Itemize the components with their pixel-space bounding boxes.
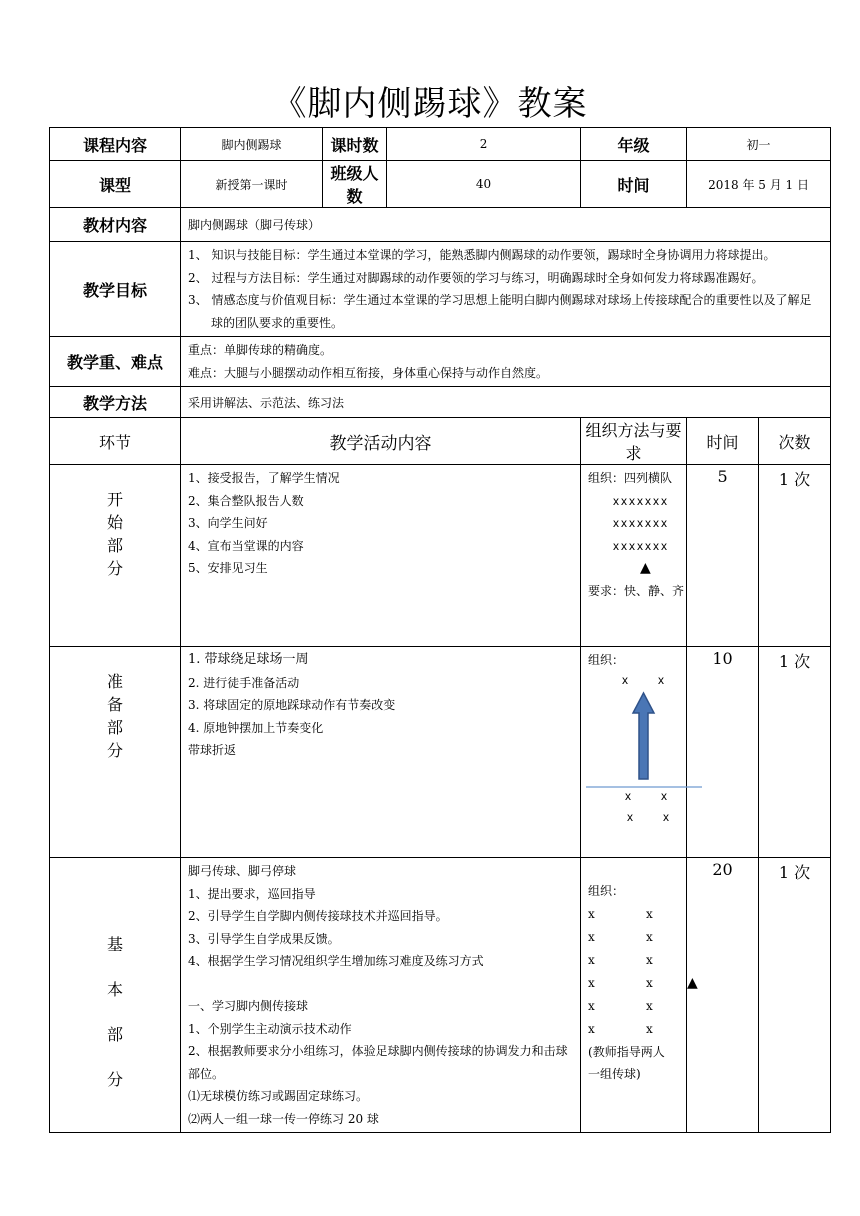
goal-item: 2、 过程与方法目标：学生通过对脚踢球的动作要领的学习与练习，明确踢球时全身如何发力将球踢准踢好。	[188, 270, 764, 285]
formation-row: xxxxxxx	[613, 516, 670, 530]
stage-char: 准	[106, 672, 123, 691]
player-x: x	[658, 673, 665, 687]
warmup-time: 10	[687, 647, 759, 858]
stage-char: 分	[106, 741, 123, 760]
content-line: 4、根据学生学习情况组织学生增加练习难度及练习方式	[188, 954, 484, 968]
method-value: 采用讲解法、示范法、练习法	[181, 387, 831, 418]
org-label: 组织：	[588, 653, 625, 667]
content-line: 2. 进行徒手准备活动	[188, 675, 300, 690]
direction-arrow-icon	[633, 693, 654, 779]
player-x: x	[625, 789, 632, 803]
stage-char: 部	[106, 536, 123, 555]
class-size-value: 40	[387, 161, 581, 208]
class-size-label: 班级人数	[323, 161, 387, 208]
method-row	[50, 387, 831, 418]
info-row-1	[50, 128, 831, 161]
warmup-diagram	[586, 669, 706, 829]
content-line: 2、集合整队报告人数	[188, 493, 304, 508]
content-line: 1. 带球绕足球场一周	[188, 652, 309, 667]
activity-header-row	[50, 418, 831, 465]
content-line: 4. 原地钟摆加上节奏变化	[188, 720, 324, 735]
content-line: 4、宣布当堂课的内容	[188, 538, 304, 553]
key-points-row	[50, 337, 831, 387]
player-x: x	[646, 998, 653, 1013]
content-line: ⑵两人一组一球一传一停练习 20 球	[188, 1111, 379, 1126]
org-requirement: 要求：快、静、齐	[588, 583, 685, 598]
goal-item: 1、 知识与技能目标：学生通过本堂课的学习，能熟悉脚内侧踢球的动作要领，踢球时全身协调用力将球提出。	[188, 248, 776, 262]
material-label: 教材内容	[50, 208, 181, 242]
player-x: x	[663, 810, 670, 824]
method-label: 教学方法	[50, 387, 181, 418]
section-start-row	[50, 465, 831, 647]
hours-value: 2	[387, 128, 581, 161]
stage-char: 开	[106, 490, 123, 509]
main-org	[581, 858, 698, 1133]
type-value: 新授第一课时	[181, 161, 323, 208]
time-header: 时间	[687, 418, 759, 465]
player-x: x	[622, 673, 629, 687]
player-x: x	[661, 789, 668, 803]
stage-char: 分	[106, 559, 123, 578]
stage-char: 基	[106, 935, 123, 954]
course-value: 脚内侧踢球	[181, 128, 323, 161]
stage-char: 本	[106, 980, 123, 999]
formation-row: xxxxxxx	[613, 538, 670, 553]
start-times: 1 次	[759, 465, 831, 647]
grade-value: 初一	[687, 128, 831, 161]
org-header: 组织方法与要求	[581, 418, 687, 465]
type-label: 课型	[50, 161, 181, 208]
main-times: 1 次	[759, 858, 831, 1133]
player-x: x	[588, 906, 595, 921]
content-line: 3、向学生问好	[188, 516, 268, 530]
key-points-label: 教学重、难点	[50, 337, 181, 387]
content-line: 2、根据教师要求分小组练习，体验足球脚内侧传接球的协调发力和击球部位。	[188, 1044, 568, 1081]
content-line: 3、引导学生自学成果反馈。	[188, 931, 340, 946]
goals-label: 教学目标	[50, 242, 181, 337]
player-x: x	[646, 952, 653, 967]
player-x: x	[588, 1021, 595, 1036]
player-x: x	[646, 929, 653, 944]
org-note: (教师指导两人一组传球)	[588, 1044, 665, 1081]
main-time: 20	[687, 858, 759, 1133]
info-row-2	[50, 161, 831, 208]
section-main-row	[50, 858, 831, 1133]
start-time: 5	[687, 465, 759, 647]
key-points-list	[181, 337, 831, 387]
stage-warmup	[50, 647, 181, 858]
stage-header: 环节	[50, 418, 181, 465]
times-header: 次数	[759, 418, 831, 465]
content-line: 1、个别学生主动演示技术动作	[188, 1021, 352, 1036]
content-line: 脚弓传球、脚弓停球	[188, 864, 297, 878]
teacher-marker: ▲	[640, 560, 651, 576]
stage-char: 部	[106, 1025, 123, 1044]
start-content	[181, 465, 581, 647]
content-line: 带球折返	[188, 743, 237, 757]
stage-char: 始	[106, 513, 123, 532]
warmup-times: 1 次	[759, 647, 831, 858]
stage-char: 备	[106, 695, 123, 714]
player-x: x	[646, 906, 653, 921]
player-x: x	[627, 810, 634, 824]
content-line: 5、安排见习生	[188, 561, 268, 575]
content-line: 3. 将球固定的原地踩球动作有节奏改变	[188, 698, 396, 712]
teacher-marker: ▲	[687, 974, 698, 991]
player-x: x	[588, 952, 595, 967]
material-value: 脚内侧踢球（脚弓传球）	[181, 208, 831, 242]
material-row	[50, 208, 831, 242]
player-x: x	[588, 929, 595, 944]
goal-item: 3、 情感态度与价值观目标：学生通过本堂课的学习思想上能明白脚内侧踢球对球场上传接球配合的重要性以及了解足球的团队要求的重要性。	[188, 293, 812, 330]
section-warmup-row	[50, 647, 831, 858]
key-point-item: 重点：单脚传球的精确度。	[188, 343, 333, 357]
main-content	[181, 858, 581, 1133]
stage-char: 分	[106, 1070, 123, 1089]
content-line: 1、接受报告，了解学生情况	[188, 471, 340, 485]
stage-main	[50, 858, 181, 1133]
stage-start	[50, 465, 181, 647]
pair-formation	[588, 903, 698, 1041]
content-line: ⑴无球模仿练习或踢固定球练习。	[188, 1089, 369, 1103]
document-title: 《脚内侧踢球》教案	[272, 84, 588, 124]
content-header: 教学活动内容	[181, 418, 581, 465]
player-x: x	[646, 1021, 653, 1036]
org-label: 组织：	[588, 884, 625, 898]
lesson-plan-table	[49, 127, 831, 1133]
time-label: 时间	[581, 161, 687, 208]
start-org	[581, 465, 687, 647]
warmup-org	[581, 647, 687, 858]
content-line: 2、引导学生自学脚内侧传接球技术并巡回指导。	[188, 909, 448, 923]
grade-label: 年级	[581, 128, 687, 161]
warmup-content	[181, 647, 581, 858]
goals-list	[181, 242, 831, 337]
stage-char: 部	[106, 718, 123, 737]
hours-label: 课时数	[323, 128, 387, 161]
blank-line	[188, 973, 573, 996]
formation-row: xxxxxxx	[613, 493, 670, 508]
time-value: 2018 年 5 月 1 日	[687, 161, 831, 208]
goals-row	[50, 242, 831, 337]
player-x: x	[646, 975, 653, 990]
difficulty-item: 难点：大腿与小腿摆动动作相互衔接，身体重心保持与动作自然度。	[188, 365, 549, 380]
content-line: 一、学习脚内侧传接球	[188, 999, 309, 1013]
course-label: 课程内容	[50, 128, 181, 161]
player-x: x	[588, 975, 595, 990]
org-label: 组织：四列横队	[588, 471, 673, 485]
player-x: x	[588, 998, 595, 1013]
content-line: 1、提出要求，巡回指导	[188, 886, 316, 901]
